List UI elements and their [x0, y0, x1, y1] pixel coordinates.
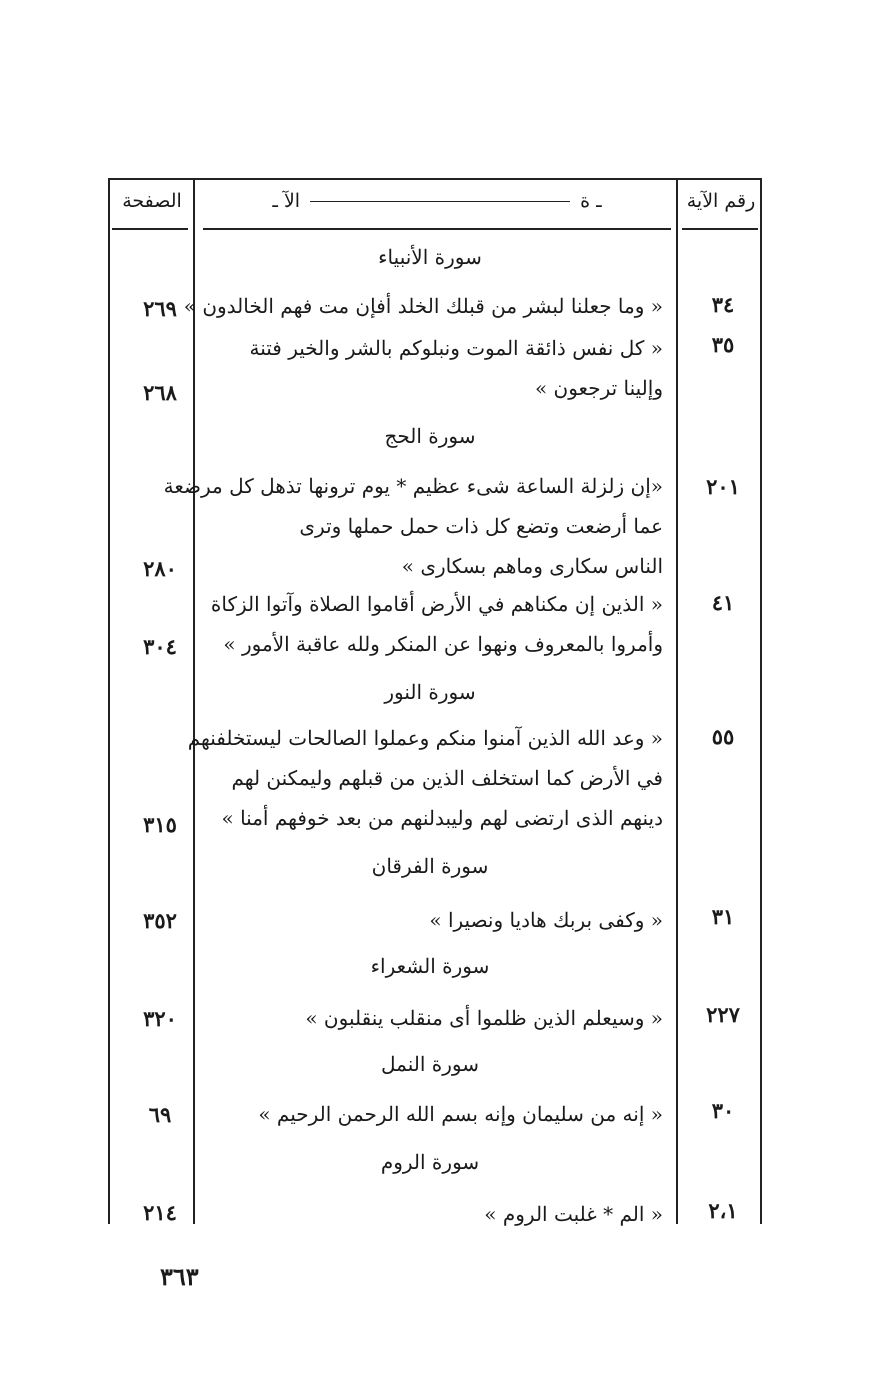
verse-line: « الم * غلبت الروم » — [484, 1202, 663, 1226]
verse-line: في الأرض كما استخلف الذين من قبلهم وليمكنن لهم — [231, 766, 663, 790]
verse-column-divider — [676, 178, 678, 1224]
verse-line: دينهم الذى ارتضى لهم وليبدلنهم من بعد خوفهم أمنا » — [221, 806, 663, 830]
table-top-rule — [108, 178, 762, 180]
verse-line: «إن زلزلة الساعة شىء عظيم * يوم ترونها تذهل كل مرضعة — [163, 474, 663, 498]
verse-line: عما أرضعت وتضع كل ذات حمل حملها وترى — [299, 514, 663, 538]
verse-text — [187, 718, 663, 838]
page-ref: ٣٠٤ — [143, 634, 177, 659]
surah-title: سورة النور — [384, 680, 476, 704]
header-verse-number: رقم الآية — [686, 190, 756, 212]
header-verse — [200, 186, 674, 216]
verse-line: « إنه من سليمان وإنه بسم الله الرحمن الرحيم » — [258, 1102, 663, 1126]
verse-number: ٥٥ — [711, 724, 735, 749]
page-ref: ٣٥٢ — [143, 908, 177, 933]
verse-number: ٣٤ — [711, 292, 735, 317]
header-rule-number — [682, 228, 758, 230]
verse-number: ٢٠١ — [706, 474, 740, 499]
header-rule-page — [112, 228, 188, 230]
verse-line: « وكفى بربك هاديا ونصيرا » — [429, 908, 663, 932]
verse-text — [193, 1194, 663, 1234]
page-ref: ٢٨٠ — [143, 556, 177, 581]
verse-text — [193, 900, 663, 940]
verse-text — [183, 286, 663, 326]
page-ref: ٣٢٠ — [143, 1006, 177, 1031]
verse-number: ٢٢٧ — [706, 1002, 740, 1027]
verse-number: ٣٠ — [711, 1098, 735, 1123]
verse-number: ٢،١ — [708, 1198, 738, 1223]
page-number: ٣٦٣ — [160, 1262, 199, 1291]
surah-title: سورة الفرقان — [371, 854, 489, 878]
verse-text — [163, 466, 663, 586]
header-verse-start: الآ ـ — [272, 190, 301, 212]
page-ref: ٢٦٨ — [143, 380, 177, 405]
surah-title: سورة الأنبياء — [378, 245, 482, 269]
verse-number: ٣١ — [711, 904, 735, 929]
surah-title: سورة الشعراء — [370, 954, 490, 978]
table-left-border — [108, 178, 110, 1224]
verse-line: « وما جعلنا لبشر من قبلك الخلد أفإن مت فهم الخالدون » — [183, 294, 663, 318]
verse-line: الناس سكارى وماهم بسكارى » — [401, 554, 663, 578]
verse-line: « وسيعلم الذين ظلموا أى منقلب ينقلبون » — [305, 1006, 663, 1030]
page-ref: ٢١٤ — [143, 1200, 177, 1225]
verse-text — [193, 1094, 663, 1134]
verse-line: « كل نفس ذائقة الموت ونبلوكم بالشر والخير فتنة — [249, 336, 663, 360]
surah-title: سورة النمل — [381, 1052, 479, 1076]
header-verse-end: ـ ة — [580, 190, 602, 212]
verse-line: « الذين إن مكناهم في الأرض أقاموا الصلاة وآتوا الزكاة — [210, 592, 663, 616]
header-rule-verse — [203, 228, 671, 230]
page-ref: ٦٩ — [148, 1102, 172, 1127]
verse-line: وإلينا ترجعون » — [534, 376, 663, 400]
verse-number: ٣٥ — [711, 332, 735, 357]
verse-text — [193, 584, 663, 664]
page-ref: ٢٦٩ — [143, 296, 177, 321]
header-verse-dash — [310, 201, 570, 202]
table-right-border — [760, 178, 762, 1224]
verse-text — [193, 328, 663, 408]
page-ref: ٣١٥ — [143, 812, 177, 837]
verse-number: ٤١ — [711, 590, 735, 615]
header-page: الصفحة — [122, 190, 182, 212]
surah-title: سورة الروم — [380, 1150, 480, 1174]
verse-line: وأمروا بالمعروف ونهوا عن المنكر ولله عاقبة الأمور » — [223, 632, 663, 656]
verse-text — [193, 998, 663, 1038]
surah-title: سورة الحج — [384, 424, 476, 448]
verse-line: « وعد الله الذين آمنوا منكم وعملوا الصالحات ليستخلفنهم — [187, 726, 663, 750]
